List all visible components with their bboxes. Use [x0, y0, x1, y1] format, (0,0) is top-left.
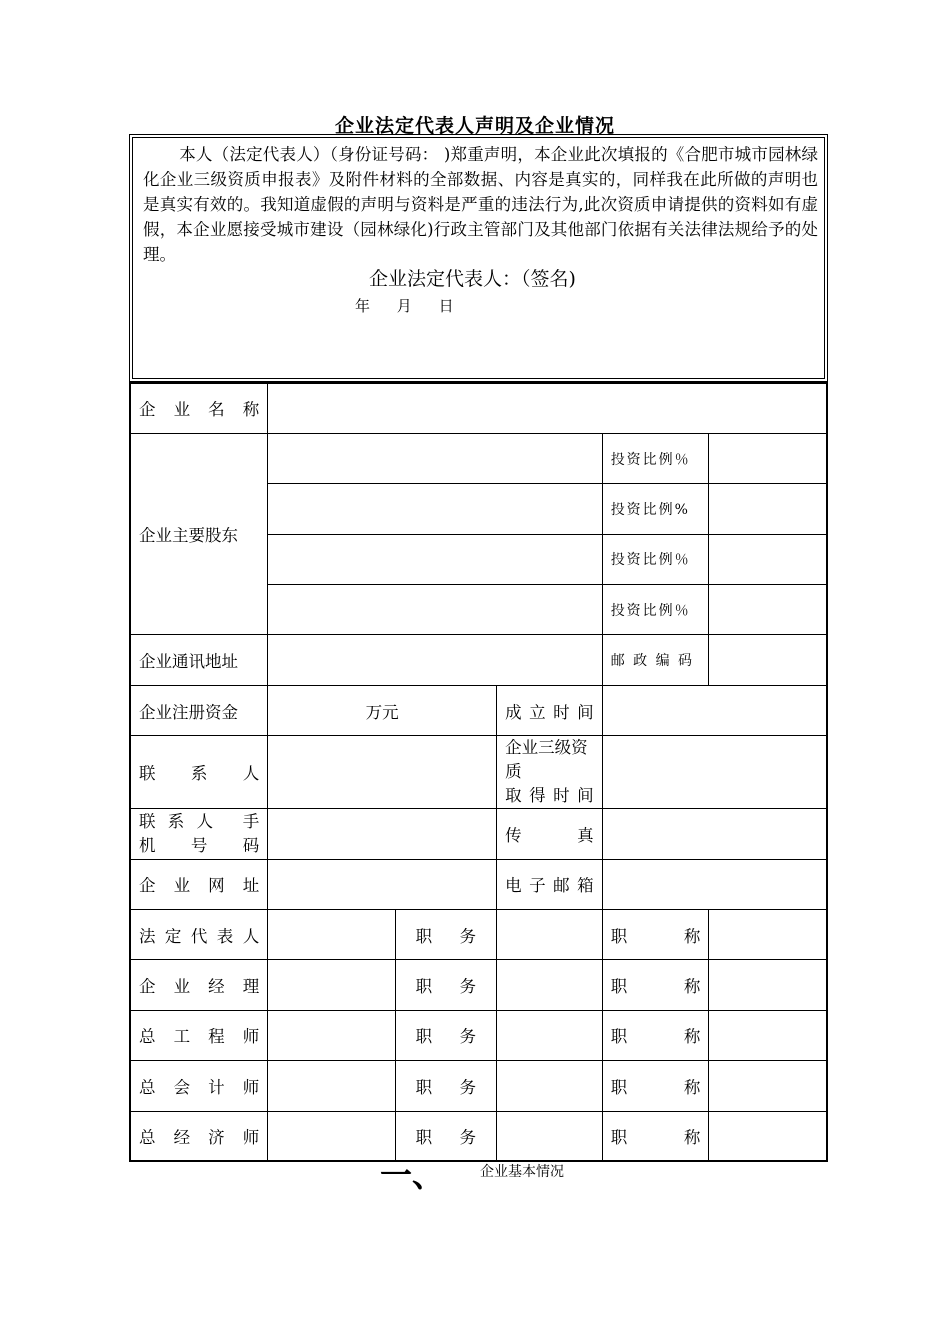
label-email: 电 子 邮 箱 [497, 859, 603, 909]
label-title: 职 称 [602, 1010, 709, 1060]
label-fax: 传 真 [497, 809, 603, 859]
label-investment-ratio-1: 投资比例％ [602, 433, 709, 483]
label-chief-engineer: 总 工 程 师 [130, 1010, 268, 1060]
field-investment-ratio-1[interactable] [709, 433, 827, 483]
label-legal-rep: 法定代表人 [130, 910, 268, 960]
field-chief-engineer-name[interactable] [268, 1010, 395, 1060]
label-title: 职 称 [602, 1111, 709, 1161]
field-company-name[interactable] [268, 383, 827, 433]
label-qualification-date [497, 736, 603, 809]
label-duty: 职 务 [395, 1010, 496, 1060]
capital-unit: 万元 [365, 702, 399, 722]
label-contact: 联 系 人 [130, 736, 268, 809]
field-legal-rep-duty[interactable] [497, 910, 603, 960]
label-title: 职 称 [602, 1061, 709, 1111]
field-registered-capital[interactable] [268, 685, 497, 735]
table-row [130, 910, 827, 960]
label-company-name: 企 业 名 称 [130, 383, 268, 433]
label-duty: 职 务 [395, 960, 496, 1010]
field-chief-economist-title[interactable] [709, 1111, 827, 1161]
label-qualification-line1: 企业三级资质 [505, 738, 588, 782]
field-chief-accountant-name[interactable] [268, 1061, 395, 1111]
field-manager-title[interactable] [709, 960, 827, 1010]
field-email[interactable] [602, 859, 827, 909]
table-row [130, 635, 827, 685]
field-contact-phone[interactable] [268, 809, 497, 859]
date-day: 日 [438, 297, 454, 315]
section-heading [380, 1150, 564, 1196]
field-manager-duty[interactable] [497, 960, 603, 1010]
field-fax[interactable] [602, 809, 827, 859]
field-chief-accountant-duty[interactable] [497, 1061, 603, 1111]
label-chief-economist: 总 经 济 师 [130, 1111, 268, 1161]
table-row [130, 809, 827, 859]
label-contact-phone-line2: 机 号 码 [139, 835, 260, 855]
label-registered-capital: 企业注册资金 [130, 685, 268, 735]
section-number: 一、 [380, 1156, 445, 1194]
label-investment-ratio-3: 投资比例％ [602, 534, 709, 584]
field-chief-engineer-duty[interactable] [497, 1010, 603, 1060]
table-row [130, 433, 827, 483]
table-row [130, 736, 827, 809]
label-duty: 职 务 [395, 1061, 496, 1111]
field-investment-ratio-2[interactable] [709, 484, 827, 534]
section-title: 企业基本情况 [480, 1164, 564, 1180]
declaration-inner-border [132, 137, 825, 379]
table-row [130, 1061, 827, 1111]
field-shareholder-2[interactable] [268, 484, 602, 534]
field-established[interactable] [602, 685, 827, 735]
field-contact[interactable] [268, 736, 497, 809]
table-row [130, 859, 827, 909]
field-legal-rep-title[interactable] [709, 910, 827, 960]
field-chief-accountant-title[interactable] [709, 1061, 827, 1111]
field-investment-ratio-4[interactable] [709, 585, 827, 635]
label-qualification-line2: 取 得 时 间 [505, 786, 594, 806]
label-title: 职 称 [602, 960, 709, 1010]
signature-line: 企业法定代表人：（签名) [369, 268, 576, 290]
declaration-text: 本人（法定代表人）（身份证号码： )郑重声明，本企业此次填报的《合肥市城市园林绿化企业三级资质申报表》及附件材料的全部数据、内容是真实的，同样我在此所做的声明也是真实有效的。我知道虚假的声明与资料是严重的违法行为,此次资质申请提供的资料如有虚假，本企业愿接受城市建设（园林绿化)行政主管部门及其他部门依据有关法律法规给予的处理。 [143, 145, 818, 264]
field-shareholder-1[interactable] [268, 433, 602, 483]
label-chief-accountant: 总 会 计 师 [130, 1061, 268, 1111]
label-address: 企业通讯地址 [130, 635, 268, 685]
label-website: 企 业 网 址 [130, 859, 268, 909]
label-established: 成 立 时 间 [497, 685, 603, 735]
field-investment-ratio-3[interactable] [709, 534, 827, 584]
table-row [130, 1010, 827, 1060]
label-postal-code: 邮 政 编 码 [602, 635, 709, 685]
company-info-table [129, 382, 828, 1162]
field-chief-economist-duty[interactable] [497, 1111, 603, 1161]
table-row [130, 1111, 827, 1161]
label-contact-phone-line1: 联系人 手 [139, 811, 260, 831]
table-row [130, 685, 827, 735]
label-investment-ratio-2: 投资比例% [602, 484, 709, 534]
label-duty: 职 务 [395, 1111, 496, 1161]
document-title: 企业法定代表人声明及企业情况 [334, 115, 615, 137]
signature-date [355, 295, 476, 316]
field-postal-code[interactable] [709, 635, 827, 685]
field-address[interactable] [268, 635, 602, 685]
field-chief-engineer-title[interactable] [709, 1010, 827, 1060]
label-title: 职 称 [602, 910, 709, 960]
field-website[interactable] [268, 859, 497, 909]
declaration-box [129, 134, 828, 382]
field-chief-economist-name[interactable] [268, 1111, 395, 1161]
field-shareholder-3[interactable] [268, 534, 602, 584]
field-legal-rep-name[interactable] [268, 910, 395, 960]
label-contact-phone [130, 809, 268, 859]
table-row [130, 960, 827, 1010]
date-year: 年 [355, 297, 371, 315]
field-manager-name[interactable] [268, 960, 395, 1010]
table-row [130, 383, 827, 433]
label-investment-ratio-4: 投资比例％ [602, 585, 709, 635]
declaration-text-block [143, 142, 818, 267]
date-month: 月 [396, 297, 412, 315]
label-duty: 职 务 [395, 910, 496, 960]
field-shareholder-4[interactable] [268, 585, 602, 635]
label-shareholders: 企业主要股东 [130, 433, 268, 635]
field-qualification-date[interactable] [602, 736, 827, 809]
label-manager: 企 业 经 理 [130, 960, 268, 1010]
